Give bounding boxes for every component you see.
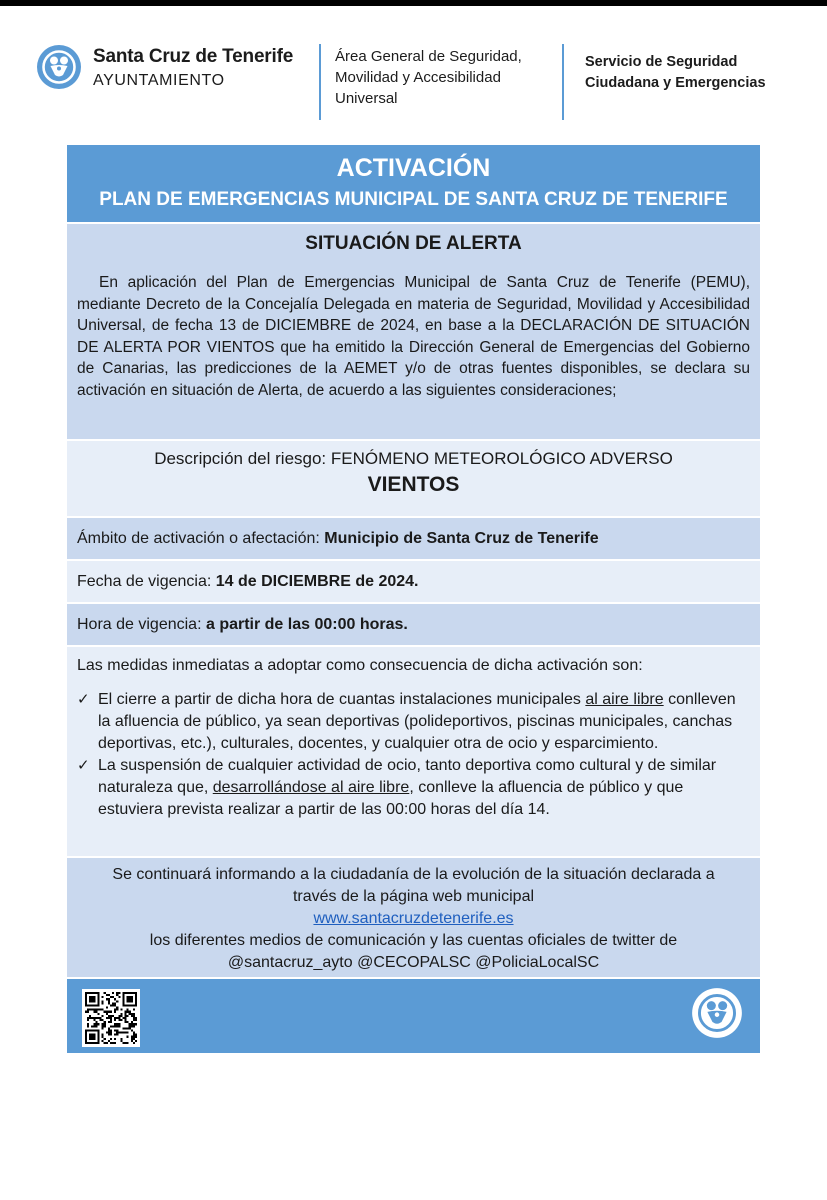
info-line-3: los diferentes medios de comunicación y las cuentas oficiales de twitter de	[149, 932, 678, 949]
alert-paragraph: En aplicación del Plan de Emergencias Municipal de Santa Cruz de Tenerife (PEMU), mediante Decreto de la Concejalía Delegada en materia de Seguridad, Movilidad y Accesibilidad Universal, de fecha 13 de DICIEMBRE de 2024, en base a la DECLARACIÓN DE SITUACIÓN DE ALERTA POR VIENTOS que ha emitido la Dirección General de Emergencias del Gobierno de Canarias, las predicciones de la AEMET y/o de otras fuentes disponibles, se declara su activación en situación de Alerta, de acuerdo a las siguientes consideraciones;	[77, 274, 750, 399]
document-header	[0, 36, 827, 126]
ambito-label: Ámbito de activación o afectación:	[77, 529, 325, 547]
info-line-1: Se continuará informando a la ciudadanía de la evolución de la situación declarada a	[112, 866, 715, 883]
title-activacion: ACTIVACIÓN	[336, 154, 491, 182]
city-logo-icon	[36, 44, 82, 90]
alert-section	[67, 222, 760, 439]
service-name: Servicio de Seguridad Ciudadana y Emergencias	[585, 54, 766, 91]
area-name: Área General de Seguridad, Movilidad y Accesibilidad Universal	[335, 48, 522, 107]
info-section	[67, 856, 760, 977]
hora-label: Hora de vigencia:	[77, 615, 206, 633]
alert-document	[67, 145, 760, 1053]
header-divider	[319, 44, 321, 120]
org-subtitle: AYUNTAMIENTO	[93, 72, 225, 89]
info-line-2: través de la página web municipal	[292, 888, 535, 905]
twitter-accounts: @santacruz_ayto @CECOPALSC @PoliciaLocalSC	[227, 954, 600, 971]
alert-heading: SITUACIÓN DE ALERTA	[305, 233, 522, 254]
measures-intro: Las medidas inmediatas a adoptar como consecuencia de dicha activación son:	[77, 657, 643, 674]
measures-section	[67, 645, 760, 856]
title-band	[67, 145, 760, 222]
hora-value: a partir de las 00:00 horas.	[205, 615, 408, 633]
ambito-row	[67, 516, 760, 559]
fecha-value: 14 de DICIEMBRE de 2024.	[215, 572, 419, 590]
checkmark-icon: ✓	[77, 691, 90, 708]
ambito-value: Municipio de Santa Cruz de Tenerife	[324, 529, 599, 547]
risk-description: Descripción del riesgo: FENÓMENO METEOROLÓGICO ADVERSO	[154, 449, 673, 468]
org-name: Santa Cruz de Tenerife	[93, 46, 294, 67]
fecha-row	[67, 559, 760, 602]
header-divider	[562, 44, 564, 120]
list-item: ✓ El cierre a partir de dicha hora de cuantas instalaciones municipales al aire libre conlleven la afluencia de público, ya sean deportivas (polideportivos, piscinas municipales, canchas deportivas, etc.), culturales, docentes, y cualquier otra de ocio y esparcimiento.	[77, 691, 736, 752]
list-item: ✓ La suspensión de cualquier actividad de ocio, tanto deportiva como cultural y de similar naturaleza que, desarrollándose al aire libre, conlleve la afluencia de público y que estuviera prevista realizar a partir de las 00:00 horas del día 14.	[77, 757, 717, 818]
fecha-label: Fecha de vigencia:	[77, 572, 216, 590]
website-link[interactable]: www.santacruzdetenerife.es	[313, 910, 514, 927]
risk-value: VIENTOS	[367, 473, 460, 496]
title-plan: PLAN DE EMERGENCIAS MUNICIPAL DE SANTA CRUZ DE TENERIFE	[99, 189, 728, 210]
measures-list	[77, 689, 750, 821]
qr-code-icon[interactable]	[82, 989, 140, 1047]
top-black-bar	[0, 0, 827, 6]
checkmark-icon: ✓	[77, 757, 90, 774]
footer-band	[67, 977, 760, 1053]
city-logo-icon	[691, 987, 743, 1039]
risk-section	[67, 439, 760, 516]
hora-row	[67, 602, 760, 645]
